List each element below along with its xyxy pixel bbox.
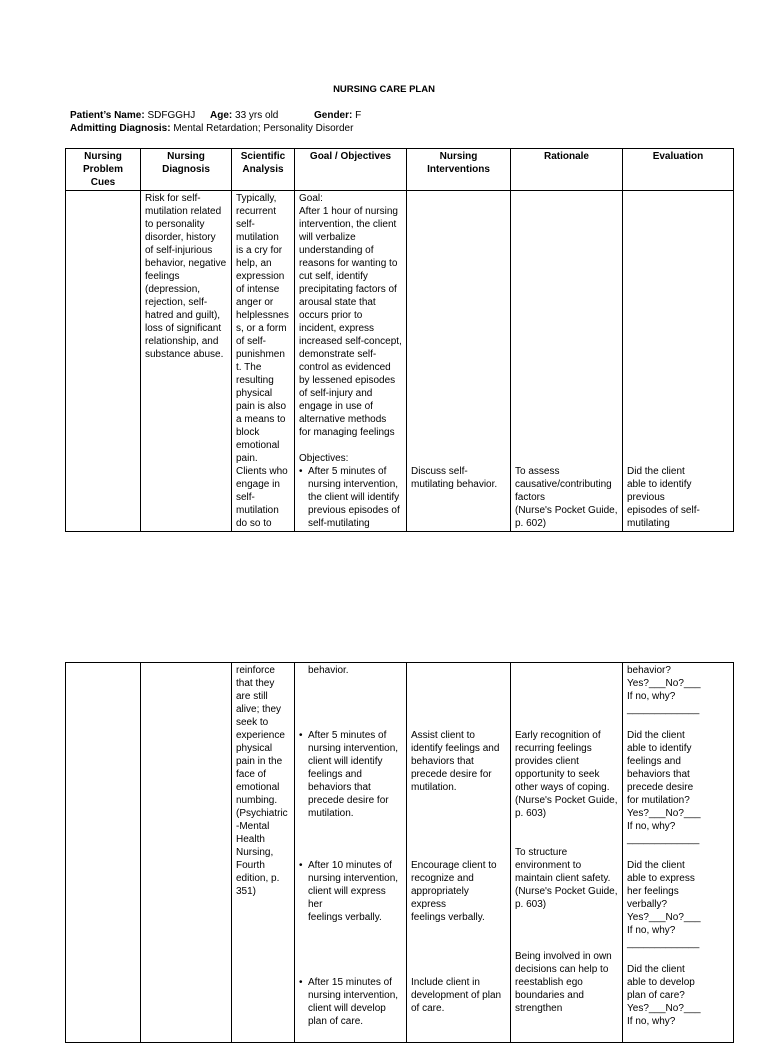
objective-1-continued: behavior. — [308, 665, 349, 676]
admitting-diagnosis: Admitting Diagnosis: Mental Retardation; Personality Disorder — [70, 123, 354, 134]
evaluation-4: Did the client able to develop plan of care? Yes?___No?___ If no, why? — [627, 964, 701, 1027]
cell-interventions — [407, 663, 511, 1043]
header-goals: Goal / Objectives — [295, 149, 407, 191]
table-header-row — [66, 149, 734, 191]
patient-gender: Gender: F — [314, 110, 362, 121]
cell-evaluation — [623, 191, 734, 532]
cell-rationale — [511, 191, 623, 532]
patient-name: Patient’s Name: SDFGGHJ — [70, 110, 196, 121]
cell-analysis: reinforce that they are still alive; they seek to experience physical pain in the face of emotional numbing. (Psychiatric -Mental Health Nursing, Fourth edition, p. 351) — [232, 663, 295, 1043]
cell-evaluation — [623, 663, 734, 1043]
rationale-2: Early recognition of recurring feelings provides client opportunity to seek other ways of coping. (Nurse's Pocket Guide, p. 603) — [515, 730, 618, 819]
care-plan-table-part2 — [65, 662, 734, 1043]
cell-interventions — [407, 191, 511, 532]
goal-text: Goal: After 1 hour of nursing intervention, the client will verbalize understanding of reasons for wanting to cut self, identify precipitating factors of arousal state that occurs prior to incident, express increased self-concept, demonstrate self- control as evidenced by lessened episodes of self-injury and engage in use of alternative methods for managing feelings Objectives: — [299, 193, 402, 464]
header-evaluation: Evaluation — [623, 149, 734, 191]
care-plan-table-part1 — [65, 148, 734, 532]
header-analysis: Scientific Analysis — [232, 149, 295, 191]
objective-1: • After 5 minutes of nursing intervention, the client will identify previous episodes of self-mutilating — [299, 465, 402, 530]
rationale-3: To structure environment to maintain client safety. (Nurse's Pocket Guide, p. 603) — [515, 847, 618, 910]
cell-problem-cues — [66, 663, 141, 1043]
evaluation-1-continued: behavior? Yes?___No?___ If no, why? _____________ — [627, 665, 701, 715]
evaluation-2: Did the client able to identify feelings and behaviors that precede desire for mutilation? Yes?___No?___ If no, why? _____________ — [627, 730, 701, 845]
objective-4: • After 15 minutes of nursing intervention, client will develop plan of care. — [299, 976, 402, 1028]
table-row — [66, 663, 734, 1043]
cell-goals — [295, 191, 407, 532]
cell-rationale — [511, 663, 623, 1043]
header-interventions: Nursing Interventions — [407, 149, 511, 191]
table-row — [66, 191, 734, 532]
patient-age: Age: 33 yrs old — [210, 110, 279, 121]
cell-diagnosis: Risk for self- mutilation related to personality disorder, history of self-injurious behavior, negative feelings (depression, rejection, self- hatred and guilt), loss of significant relationship, and substance abuse. — [141, 191, 232, 532]
rationale-4: Being involved in own decisions can help to reestablish ego boundaries and strengthen — [515, 951, 612, 1014]
objective-3: • After 10 minutes of nursing intervention, client will express her feelings verbally. — [299, 859, 402, 924]
intervention-2: Assist client to identify feelings and behaviors that precede desire for mutilation. — [411, 730, 500, 793]
objective-2: • After 5 minutes of nursing intervention, client will identify feelings and behaviors that precede desire for mutilation. — [299, 729, 402, 820]
evaluation-3: Did the client able to express her feelings verbally? Yes?___No?___ If no, why? _____________ — [627, 860, 701, 949]
evaluation-1: Did the client able to identify previous episodes of self- mutilating — [627, 466, 700, 529]
intervention-4: Include client in development of plan of care. — [411, 977, 502, 1014]
header-rationale: Rationale — [511, 149, 623, 191]
intervention-3: Encourage client to recognize and appropriately express feelings verbally. — [411, 860, 497, 923]
header-problem-cues: Nursing Problem Cues — [66, 149, 141, 191]
intervention-1: Discuss self- mutilating behavior. — [411, 466, 498, 490]
header-diagnosis: Nursing Diagnosis — [141, 149, 232, 191]
cell-goals — [295, 663, 407, 1043]
page-title: NURSING CARE PLAN — [333, 84, 435, 95]
cell-problem-cues — [66, 191, 141, 532]
rationale-1: To assess causative/contributing factors (Nurse's Pocket Guide, p. 602) — [515, 466, 618, 529]
cell-analysis: Typically, recurrent self- mutilation is a cry for help, an expression of intense anger or helplessnes s, or a form of self- punishmen t. The resulting physical pain is also a means to block emotional pain. Clients who engage in self- mutilation do so to — [232, 191, 295, 532]
cell-diagnosis — [141, 663, 232, 1043]
